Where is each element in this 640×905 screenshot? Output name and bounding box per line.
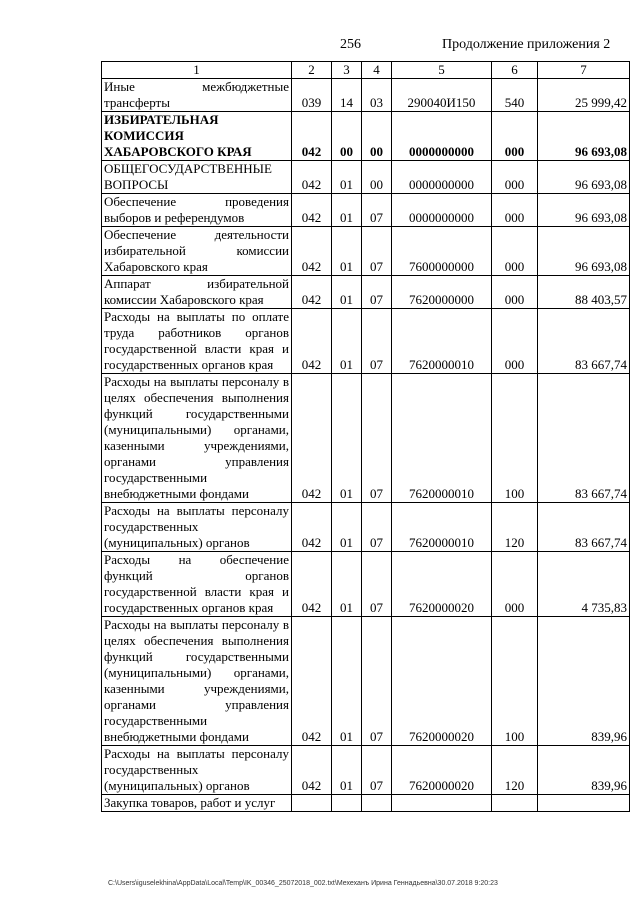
table-row	[102, 161, 630, 194]
target-article-cell: 0000000000	[392, 112, 492, 161]
section-code-cell: 01	[332, 227, 362, 276]
target-article-cell: 0000000000	[392, 194, 492, 227]
expense-type-cell: 100	[492, 617, 538, 746]
table-row	[102, 309, 630, 374]
row-name-cell: Расходы на выплаты по оплате труда работников органов государственной власти края и государственных органов края	[102, 309, 292, 374]
amount-cell: 4 735,83	[538, 552, 630, 617]
table-row	[102, 79, 630, 112]
amount-cell: 96 693,08	[538, 161, 630, 194]
row-name-cell: ИЗБИРАТЕЛЬНАЯ КОМИССИЯ ХАБАРОВСКОГО КРАЯ	[102, 112, 292, 161]
subsection-code-cell: 00	[362, 112, 392, 161]
amount-cell: 83 667,74	[538, 503, 630, 552]
table-body	[102, 79, 630, 812]
ministry-code-cell: 042	[292, 112, 332, 161]
subsection-code-cell: 03	[362, 79, 392, 112]
amount-cell: 25 999,42	[538, 79, 630, 112]
expense-type-cell: 000	[492, 194, 538, 227]
target-article-cell: 7620000020	[392, 552, 492, 617]
target-article-cell: 7620000020	[392, 617, 492, 746]
subsection-code-cell: 07	[362, 617, 392, 746]
section-code-cell: 01	[332, 503, 362, 552]
column-header: 6	[492, 62, 538, 79]
ministry-code-cell: 042	[292, 276, 332, 309]
target-article-cell: 7620000000	[392, 276, 492, 309]
expense-type-cell: 100	[492, 374, 538, 503]
section-code-cell: 01	[332, 617, 362, 746]
subsection-code-cell: 07	[362, 276, 392, 309]
ministry-code-cell: 042	[292, 503, 332, 552]
row-name-cell: Расходы на выплаты персоналу государственных (муниципальных) органов	[102, 503, 292, 552]
expense-type-cell: 000	[492, 276, 538, 309]
section-code-cell: 01	[332, 746, 362, 795]
row-name-cell: Обеспечение проведения выборов и референдумов	[102, 194, 292, 227]
row-name-cell: ОБЩЕГОСУДАРСТВЕННЫЕ ВОПРОСЫ	[102, 161, 292, 194]
page-number: 256	[340, 37, 361, 52]
column-header: 2	[292, 62, 332, 79]
ministry-code-cell: 042	[292, 374, 332, 503]
expense-type-cell: 000	[492, 552, 538, 617]
ministry-code-cell: 042	[292, 617, 332, 746]
subsection-code-cell: 07	[362, 552, 392, 617]
section-code-cell: 00	[332, 112, 362, 161]
expense-type-cell: 000	[492, 309, 538, 374]
target-article-cell: 7620000010	[392, 309, 492, 374]
amount-cell: 839,96	[538, 617, 630, 746]
section-code-cell: 01	[332, 552, 362, 617]
amount-cell: 839,96	[538, 746, 630, 795]
subsection-code-cell: 07	[362, 194, 392, 227]
expense-type-cell: 120	[492, 746, 538, 795]
expense-type-cell: 540	[492, 79, 538, 112]
column-header: 5	[392, 62, 492, 79]
section-code-cell: 01	[332, 194, 362, 227]
table-row	[102, 276, 630, 309]
table-row	[102, 552, 630, 617]
target-article-cell: 7620000010	[392, 503, 492, 552]
row-name-cell: Расходы на выплаты персоналу в целях обеспечения выполнения функций государственными (муниципальными) органами, казенными учреждениями, органами управления государственными внебюджетными фондами	[102, 617, 292, 746]
section-code-cell: 01	[332, 309, 362, 374]
expense-type-cell: 120	[492, 503, 538, 552]
amount-cell: 96 693,08	[538, 194, 630, 227]
row-name-cell: Иные межбюджетные трансферты	[102, 79, 292, 112]
table-row	[102, 112, 630, 161]
expense-type-cell	[492, 795, 538, 812]
column-header: 4	[362, 62, 392, 79]
table-row	[102, 227, 630, 276]
row-name-cell: Обеспечение деятельности избирательной комиссии Хабаровского края	[102, 227, 292, 276]
ministry-code-cell: 042	[292, 161, 332, 194]
section-code-cell: 01	[332, 276, 362, 309]
row-name-cell: Закупка товаров, работ и услуг	[102, 795, 292, 812]
amount-cell: 88 403,57	[538, 276, 630, 309]
expense-type-cell: 000	[492, 161, 538, 194]
table-row	[102, 503, 630, 552]
section-code-cell: 14	[332, 79, 362, 112]
amount-cell: 83 667,74	[538, 374, 630, 503]
subsection-code-cell: 07	[362, 746, 392, 795]
subsection-code-cell: 00	[362, 161, 392, 194]
table-row	[102, 795, 630, 812]
ministry-code-cell: 042	[292, 309, 332, 374]
table-row	[102, 617, 630, 746]
ministry-code-cell: 042	[292, 746, 332, 795]
row-name-cell: Аппарат избирательной комиссии Хабаровского края	[102, 276, 292, 309]
table-row	[102, 746, 630, 795]
ministry-code-cell: 039	[292, 79, 332, 112]
section-code-cell: 01	[332, 374, 362, 503]
target-article-cell: 7620000010	[392, 374, 492, 503]
expense-type-cell: 000	[492, 227, 538, 276]
file-path-footer: C:\Users\iguselekhina\AppData\Local\Temp\IK_00346_25072018_002.txt\Мехеханъ Ирина Геннадьевна\30.07.2018 9:20:23	[108, 880, 498, 887]
ministry-code-cell: 042	[292, 194, 332, 227]
target-article-cell: 7600000000	[392, 227, 492, 276]
column-number-row	[102, 62, 630, 79]
continuation-label: Продолжение приложения 2	[442, 37, 611, 52]
table-row	[102, 374, 630, 503]
amount-cell: 83 667,74	[538, 309, 630, 374]
row-name-cell: Расходы на обеспечение функций органов государственной власти края и государственных органов края	[102, 552, 292, 617]
row-name-cell: Расходы на выплаты персоналу в целях обеспечения выполнения функций государственными (муниципальными) органами, казенными учреждениями, органами управления государственными внебюджетными фондами	[102, 374, 292, 503]
column-header: 7	[538, 62, 630, 79]
ministry-code-cell: 042	[292, 552, 332, 617]
amount-cell	[538, 795, 630, 812]
target-article-cell	[392, 795, 492, 812]
row-name-cell: Расходы на выплаты персоналу государственных (муниципальных) органов	[102, 746, 292, 795]
subsection-code-cell: 07	[362, 309, 392, 374]
subsection-code-cell	[362, 795, 392, 812]
table-row	[102, 194, 630, 227]
section-code-cell: 01	[332, 161, 362, 194]
amount-cell: 96 693,08	[538, 227, 630, 276]
ministry-code-cell: 042	[292, 227, 332, 276]
subsection-code-cell: 07	[362, 374, 392, 503]
amount-cell: 96 693,08	[538, 112, 630, 161]
target-article-cell: 290040И150	[392, 79, 492, 112]
target-article-cell: 0000000000	[392, 161, 492, 194]
subsection-code-cell: 07	[362, 503, 392, 552]
column-header: 1	[102, 62, 292, 79]
ministry-code-cell	[292, 795, 332, 812]
column-header: 3	[332, 62, 362, 79]
section-code-cell	[332, 795, 362, 812]
target-article-cell: 7620000020	[392, 746, 492, 795]
budget-table	[101, 61, 630, 812]
subsection-code-cell: 07	[362, 227, 392, 276]
expense-type-cell: 000	[492, 112, 538, 161]
